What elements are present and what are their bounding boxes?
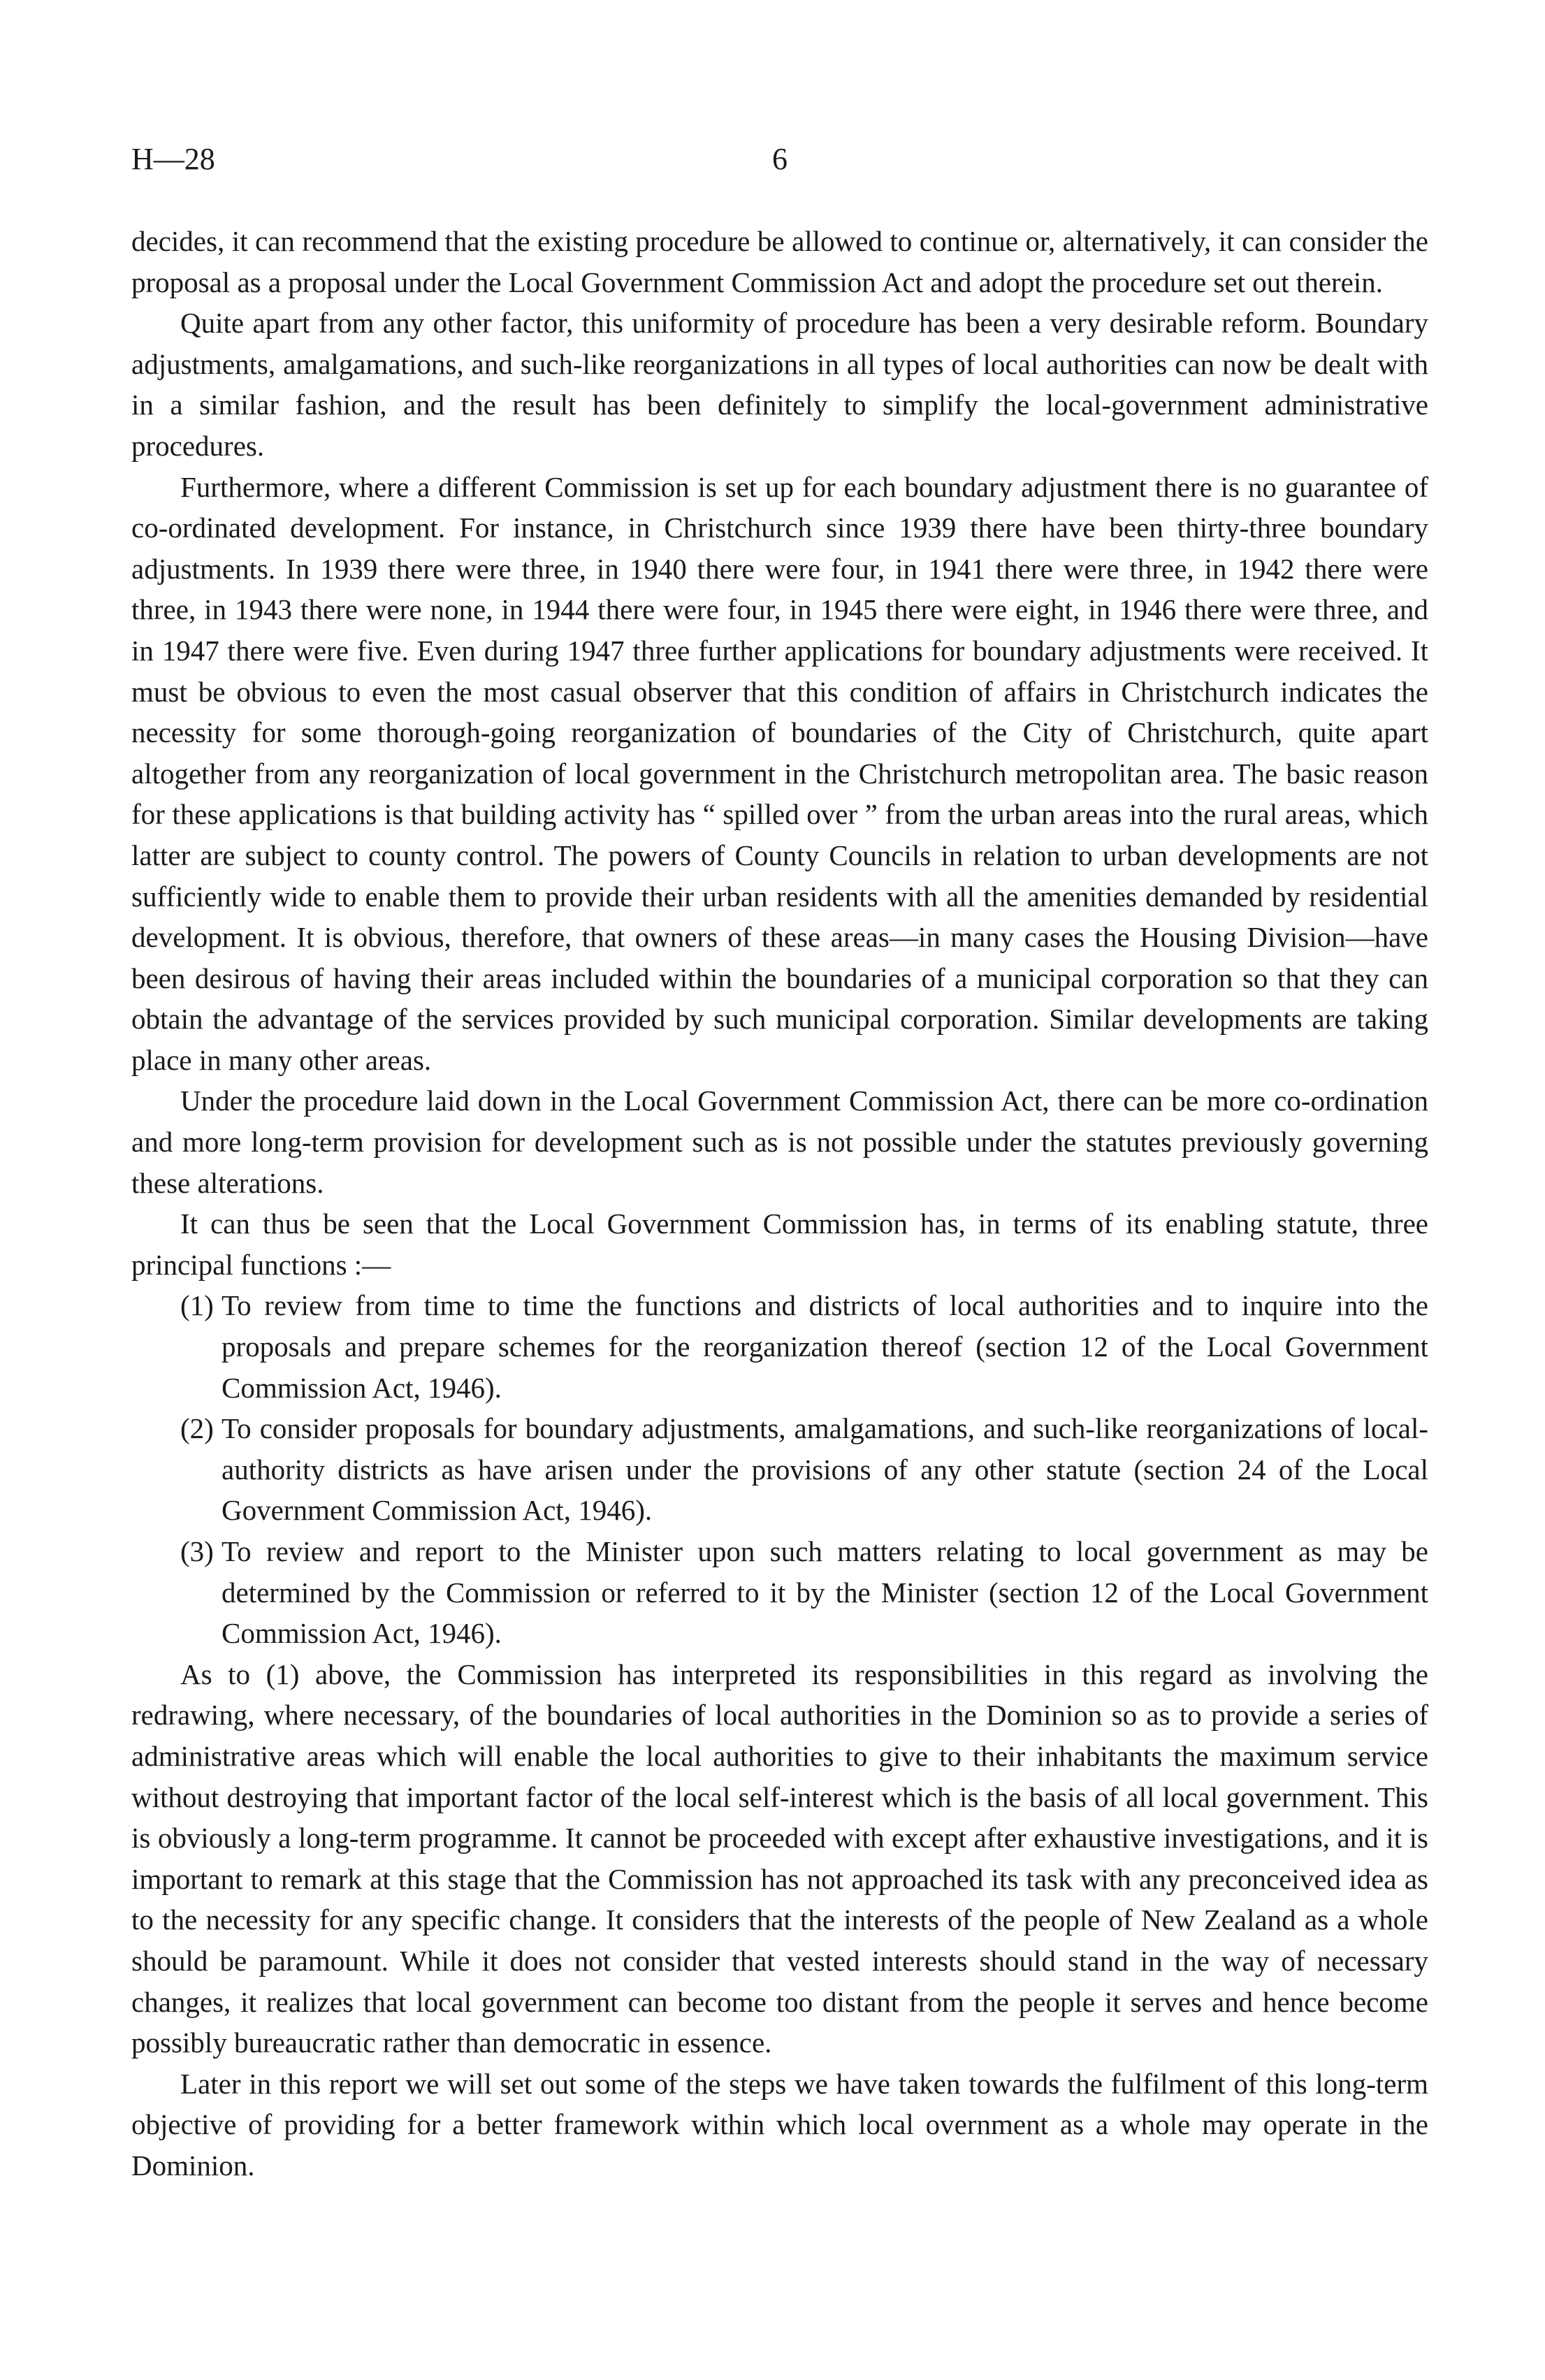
paragraph-interpretation: As to (1) above, the Commission has interpreted its responsibilities in this regard as involving the redrawing, where necessary, of the boundaries of local authorities in the Dominion so as to provide a series of administrative areas which will enable the local authorities to give to their inhabitants the maximum service without destroying that important factor of the local self-interest which is the basis of all local government. This is obviously a long-term programme. It cannot be proceeded with except after exhaustive investigations, and it is important to remark at this stage that the Commission has not approached its task with any preconceived idea as to the necessity for any specific change. It considers that the interests of the people of New Zealand as a whole should be paramount. While it does not consider that vested interests should stand in the way of necessary changes, it realizes that local government can become too distant from the people it serves and hence become possibly bureaucratic rather than democratic in essence. bbox=[131, 1657, 1428, 2059]
functions-list bbox=[131, 1285, 1428, 1653]
list-item bbox=[131, 1285, 1428, 1408]
body-text bbox=[131, 221, 1428, 2186]
document-code: H—28 bbox=[131, 142, 215, 176]
paragraph-later-report: Later in this report we will set out some of the steps we have taken towards the fulfilment of this long-term objective of providing for a better framework within which local overnment as a whole may operate in the Dominion. bbox=[131, 2067, 1428, 2182]
paragraph-christchurch: Furthermore, where a different Commission is set up for each boundary adjustment there is no guarantee of co-ordinated development. For instance, in Christchurch since 1939 there have been thirty-three boundary adjustments. In 1939 there were three, in 1940 there were four, in 1941 there were three, in 1942 there were three, in 1943 there were none, in 1944 there were four, in 1945 there were eight, in 1946 there were three, and in 1947 there were five. Even during 1947 three further applications for boundary adjustments were received. It must be obvious to even the most casual observer that this condition of affairs in Christchurch indicates the necessity for some thorough-going reorganization of boundaries of the City of Christchurch, quite apart altogether from any reorganization of local government in the Christchurch metropolitan area. The basic reason for these applications is that building activity has “ spilled over ” from the urban areas into the rural areas, which latter are subject to county control. The powers of County Councils in relation to urban developments are not sufficiently wide to enable them to provide their urban residents with all the amenities demanded by residential development. It is obvious, therefore, that owners of these areas—in many cases the Housing Division—have been desirous of having their areas included within the boundaries of a municipal corporation so that they can obtain the advantage of the services provided by such municipal corporation. Similar developments are taking place in many other areas. bbox=[131, 470, 1428, 1076]
list-item-text: To consider proposals for boundary adjustments, amalgamations, and such-like reorganizations of local-authority districts as have arisen under the provisions of any other statute (section 24 of the Local Government Commission Act, 1946). bbox=[222, 1412, 1428, 1527]
list-item-text: To review from time to time the functions and districts of local authorities and to inquire into the proposals and prepare schemes for the reorganization thereof (section 12 of the Local Government Commission Act, 1946). bbox=[222, 1289, 1428, 1404]
paragraph-continuation: decides, it can recommend that the existing procedure be allowed to continue or, alternatively, it can consider the proposal as a proposal under the Local Government Commission Act and adopt the procedure set out therein. bbox=[131, 225, 1428, 298]
running-head bbox=[131, 140, 1428, 179]
list-item-number: (3) bbox=[180, 1535, 214, 1567]
paragraph-procedure: Under the procedure laid down in the Local Government Commission Act, there can be more co-ordination and more long-term provision for development such as is not possible under the statutes previously governing these alterations. bbox=[131, 1084, 1428, 1199]
list-item-number: (1) bbox=[180, 1289, 214, 1322]
list-item bbox=[131, 1408, 1428, 1531]
page-number: 6 bbox=[772, 142, 788, 176]
list-item bbox=[131, 1531, 1428, 1654]
paragraph-functions-intro: It can thus be seen that the Local Government Commission has, in terms of its enabling statute, three principal functions :— bbox=[131, 1207, 1428, 1281]
list-item-text: To review and report to the Minister upon such matters relating to local government as may be determined by the Commission or referred to it by the Minister (section 12 of the Local Government Commission Act, 1946). bbox=[222, 1535, 1428, 1650]
list-item-number: (2) bbox=[180, 1412, 214, 1445]
paragraph-uniformity: Quite apart from any other factor, this uniformity of procedure has been a very desirable reform. Boundary adjustments, amalgamations, and such-like reorganizations in all types of local authorities can now be dealt with in a similar fashion, and the result has been definitely to simplify the local-government administrative procedures. bbox=[131, 307, 1428, 462]
